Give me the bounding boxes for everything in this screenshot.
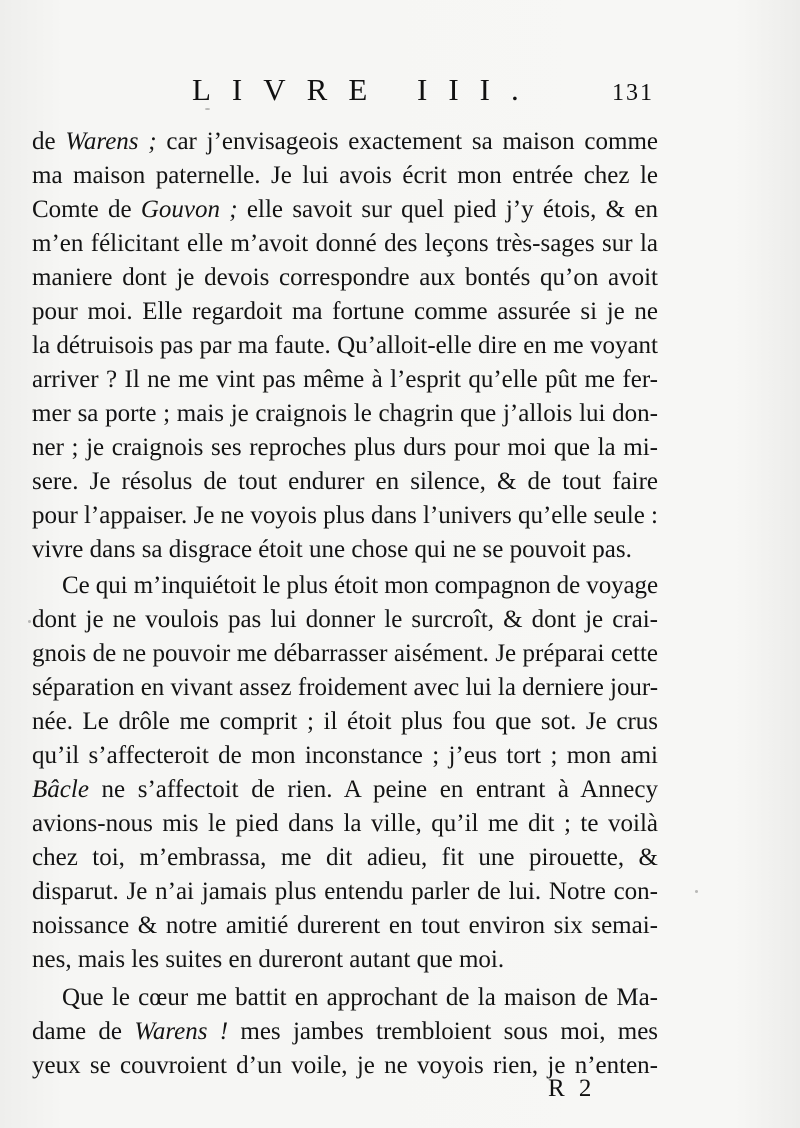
print-speck bbox=[205, 108, 210, 110]
text-span: arriver ? Il ne me vint pas même à l’esprit qu’elle pût me fer- bbox=[32, 366, 658, 393]
text-line bbox=[32, 533, 658, 567]
text-span: m’en félicitant elle m’avoit donné des leçons très-sages sur la bbox=[32, 230, 658, 257]
print-speck bbox=[32, 410, 35, 413]
print-speck bbox=[28, 620, 31, 623]
text-span: ner ; je craignois ses reproches plus durs pour moi que la mi- bbox=[32, 434, 658, 461]
text-line bbox=[32, 773, 658, 807]
text-line bbox=[32, 909, 658, 943]
text-span: sere. Je résolus de tout endurer en silence, & de tout faire bbox=[32, 468, 658, 495]
text-span: avions-nous mis le pied dans la ville, qu’il me dit ; te voilà bbox=[32, 810, 658, 837]
text-line bbox=[32, 637, 658, 671]
text-span: chez toi, m’embrassa, me dit adieu, fit une pirouette, & bbox=[32, 844, 658, 871]
text-span: née. Le drôle me comprit ; il étoit plus fou que sot. Je crus bbox=[32, 708, 658, 735]
text-span: pour moi. Elle regardoit ma fortune comme assurée si je ne bbox=[32, 298, 658, 325]
text-line bbox=[32, 125, 658, 159]
text-line bbox=[32, 295, 658, 329]
text-span: nes, mais les suites en dureront autant que moi. bbox=[32, 946, 505, 973]
text-line bbox=[32, 671, 658, 705]
text-line bbox=[32, 159, 658, 193]
italic-name: Gouvon ; bbox=[140, 196, 238, 223]
text-span: maniere dont je devois correspondre aux bontés qu’on avoit bbox=[32, 264, 658, 291]
text-span: dame de bbox=[32, 1018, 135, 1045]
text-line bbox=[32, 227, 658, 261]
page-number: 131 bbox=[612, 80, 654, 106]
text-line bbox=[32, 603, 658, 637]
text-span: disparut. Je n’ai jamais plus entendu parler de lui. Notre con- bbox=[32, 878, 658, 905]
catchword: R 2 bbox=[548, 1075, 596, 1102]
text-line bbox=[32, 329, 658, 363]
text-line bbox=[32, 807, 658, 841]
text-span: mer sa porte ; mais je craignois le chagrin que j’allois lui don- bbox=[32, 400, 658, 427]
text-line bbox=[32, 739, 658, 773]
text-line bbox=[32, 261, 658, 295]
text-span: ne s’affectoit de rien. A peine en entrant à Annecy bbox=[88, 776, 658, 803]
italic-name: Warens ! bbox=[134, 1018, 229, 1045]
text-span: gnois de ne pouvoir me débarrasser aisément. Je préparai cette bbox=[32, 640, 658, 667]
italic-name: Bâcle bbox=[32, 776, 89, 803]
text-line bbox=[32, 363, 658, 397]
text-line bbox=[32, 875, 658, 909]
text-line bbox=[32, 841, 658, 875]
running-head: LIVRE III. bbox=[192, 72, 540, 107]
text-span: yeux se couvroient d’un voile, je ne voyois rien, je n’enten- bbox=[32, 1052, 658, 1079]
text-line bbox=[32, 465, 658, 499]
text-span: Ce qui m’inquiétoit le plus étoit mon compagnon de voyage bbox=[62, 572, 658, 599]
text-line bbox=[62, 981, 658, 1015]
text-span: elle savoit sur quel pied j’y étois, & en bbox=[237, 196, 659, 223]
text-span: ma maison paternelle. Je lui avois écrit mon entrée chez le bbox=[32, 162, 658, 189]
text-span: Comte de bbox=[32, 196, 141, 223]
text-span: pour l’appaiser. Je ne voyois plus dans l’univers qu’elle seule : bbox=[32, 502, 658, 529]
text-span: noissance & notre amitié durerent en tout environ six semai- bbox=[32, 912, 658, 939]
text-span: qu’il s’affecteroit de mon inconstance ; j’eus tort ; mon ami bbox=[32, 742, 658, 769]
text-line bbox=[32, 1015, 658, 1049]
italic-name: Warens ; bbox=[65, 128, 157, 155]
text-line bbox=[32, 193, 658, 227]
print-speck bbox=[695, 890, 698, 893]
text-span: la détruisois pas par ma faute. Qu’alloit-elle dire en me voyant bbox=[32, 332, 658, 359]
text-line bbox=[32, 397, 658, 431]
text-span: de bbox=[32, 128, 66, 155]
text-span: Que le cœur me battit en approchant de la maison de Ma- bbox=[62, 984, 658, 1011]
text-span: car j’envisageois exactement sa maison comme bbox=[156, 128, 659, 155]
text-span: séparation en vivant assez froidement avec lui la derniere jour- bbox=[32, 674, 658, 701]
text-line bbox=[32, 705, 658, 739]
text-span: vivre dans sa disgrace étoit une chose qui ne se pouvoit pas. bbox=[32, 536, 632, 563]
text-line bbox=[32, 431, 658, 465]
text-line bbox=[62, 569, 658, 603]
text-line bbox=[32, 499, 658, 533]
text-span: mes jambes trembloient sous moi, mes bbox=[228, 1018, 659, 1045]
text-span: dont je ne voulois pas lui donner le surcroît, & dont je crai- bbox=[32, 606, 658, 633]
text-line bbox=[32, 943, 658, 977]
